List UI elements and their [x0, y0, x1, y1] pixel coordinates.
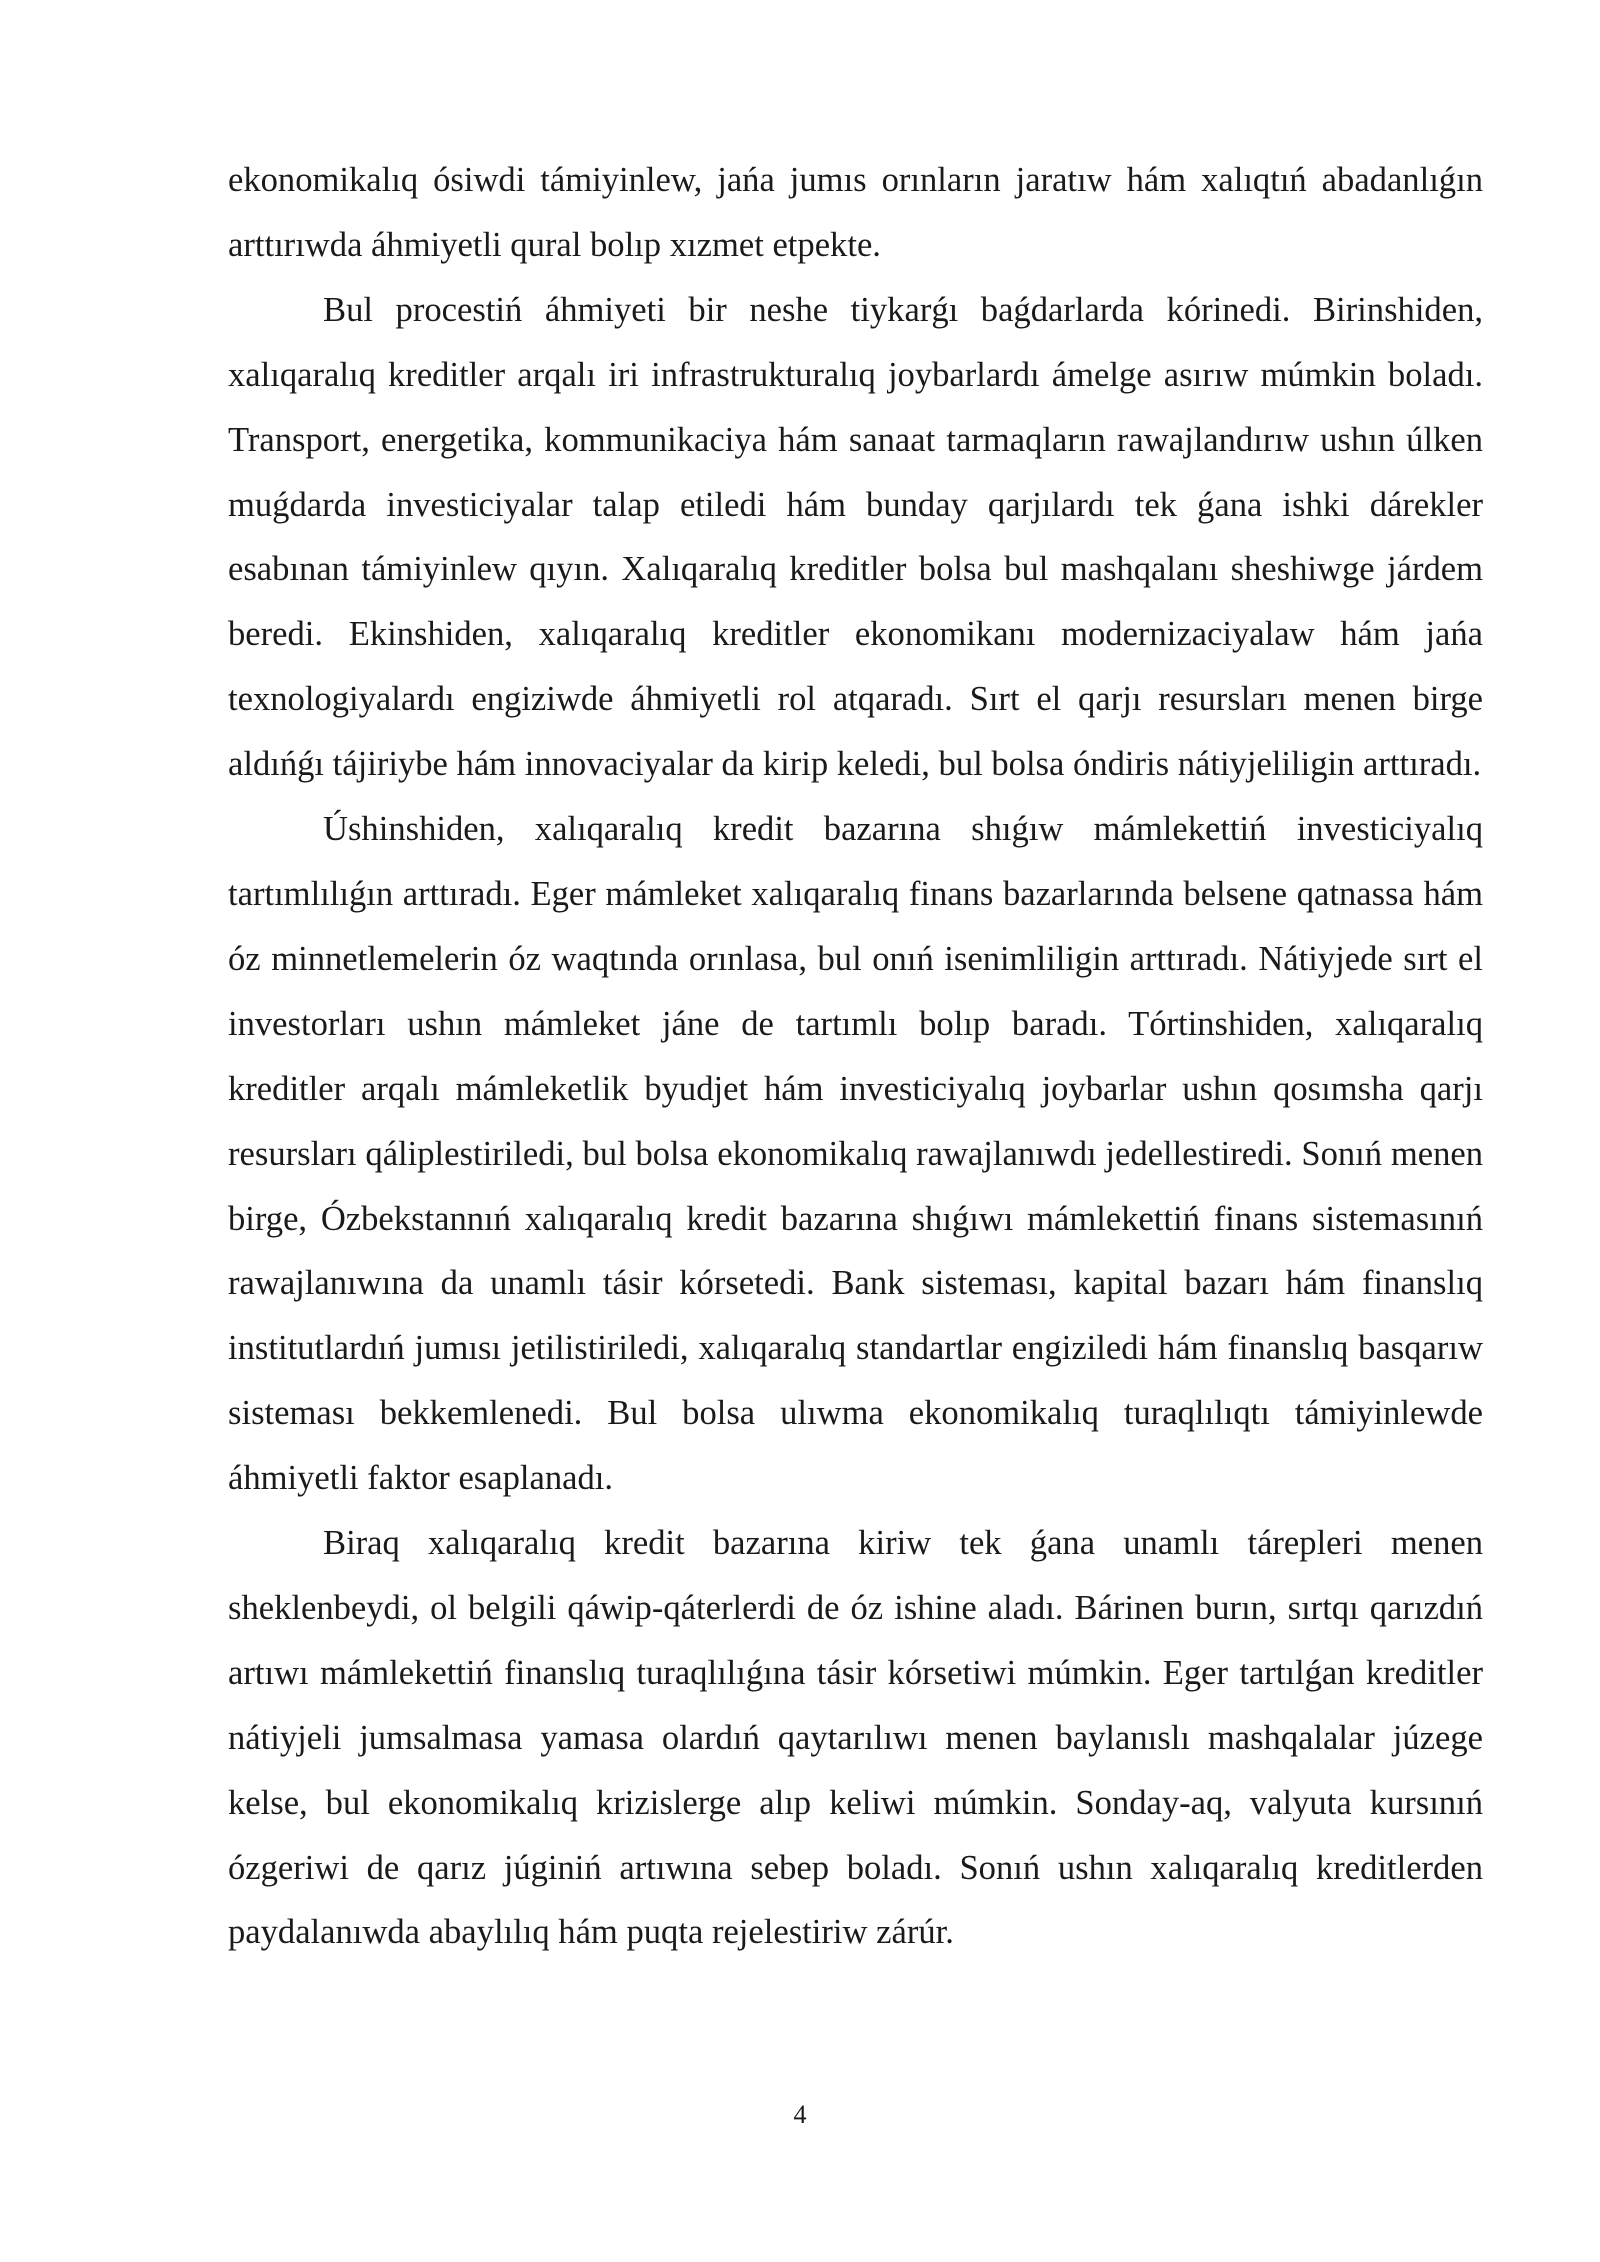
paragraph-3: Úshinshiden, xalıqaralıq kredit bazarına shıǵıw mámlekettiń investiciyalıq tartımlılıǵın arttıradı. Eger mámleket xalıqaralıq finans bazarlarında belsene qatnassa hám óz minnetlemelerin óz waqtında orınlasa, bul onıń isenimliligin arttıradı. Nátiyjede sırt el investorları ushın mámleket jáne de tartımlı bolıp baradı. Tórtinshiden, xalıqaralıq kreditler arqalı mámleketlik byudjet hám investiciyalıq joybarlar ushın qosımsha qarjı resursları qáliplestiriledi, bul bolsa ekonomikalıq rawajlanıwdı jedellestiredi. Sonıń menen birge, Ózbekstannıń xalıqaralıq kredit bazarına shıǵıwı mámlekettiń finans sistemasınıń rawajlanıwına da unamlı tásir kórsetedi. Bank sisteması, kapital bazarı hám finanslıq institutlardıń jumısı jetilistiriledi, xalıqaralıq standartlar engiziledi hám finanslıq basqarıw sisteması bekkemlenedi. Bul bolsa ulıwma ekonomikalıq turaqlılıqtı támiyinlewde áhmiyetli faktor esaplanadı. — [228, 810, 1483, 1498]
page-number: 4 — [793, 2100, 807, 2129]
paragraph-1: ekonomikalıq ósiwdi támiyinlew, jańa jumıs orınların jaratıw hám xalıqtıń abadanlıǵın arttırıwda áhmiyetli qural bolıp xızmet etpekte. — [228, 161, 1483, 264]
paragraph-4: Biraq xalıqaralıq kredit bazarına kiriw tek ǵana unamlı tárepleri menen sheklenbeydi, ol belgili qáwip-qáterlerdi de óz ishine aladı. Bárinen burın, sırtqı qarızdıń artıwı mámlekettiń finanslıq turaqlılıǵına tásir kórsetiwi múmkin. Eger tartılǵan kreditler nátiyjeli jumsalmasa yamasa olardıń qaytarılıwı menen baylanıslı mashqalalar júzege kelse, bul ekonomikalıq krizislerge alıp keliwi múmkin. Sonday-aq, valyuta kursınıń ózgeriwi de qarız júginiń artıwına sebep boladı. Sonıń ushın xalıqaralıq kreditlerden paydalanıwda abaylılıq hám puqta rejelestiriw zárúr. — [228, 1524, 1483, 1952]
paragraph-2: Bul procestiń áhmiyeti bir neshe tiykarǵı baǵdarlarda kórinedi. Birinshiden, xalıqaralıq kreditler arqalı iri infrastrukturalıq joybarlardı ámelge asırıw múmkin boladı. Transport, energetika, kommunikaciya hám sanaat tarmaqların rawajlandırıw ushın úlken muǵdarda investiciyalar talap etiledi hám bunday qarjılardı tek ǵana ishki dárekler esabınan támiyinlew qıyın. Xalıqaralıq kreditler bolsa bul mashqalanı sheshiwge járdem beredi. Ekinshiden, xalıqaralıq kreditler ekonomikanı modernizaciyalaw hám jańa texnologiyalardı engiziwde áhmiyetli rol atqaradı. Sırt el qarjı resursları menen birge aldıńǵı tájiriybe hám innovaciyalar da kirip keledi, bul bolsa óndiris nátiyjeliligin arttıradı. — [228, 290, 1483, 784]
document-body — [228, 148, 1483, 1965]
